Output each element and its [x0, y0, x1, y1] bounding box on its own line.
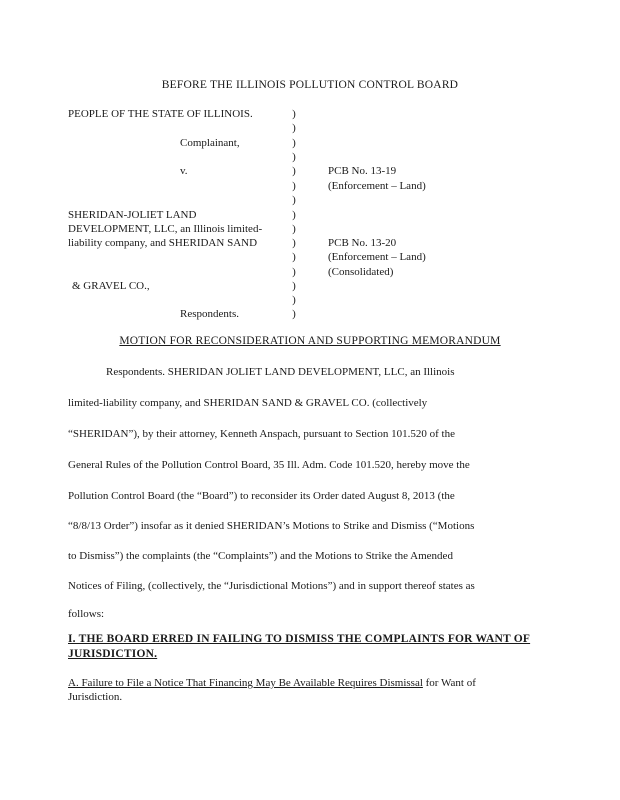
caption-paren: ) — [292, 122, 296, 134]
body-line-9: follows: — [68, 608, 105, 620]
caption-paren: ) — [292, 223, 296, 235]
caption-paren: ) — [292, 280, 296, 292]
section-heading-line-2: JURISDICTION. — [68, 648, 158, 660]
body-line-4: General Rules of the Pollution Control Board, 35 Ill. Adm. Code 101.520, hereby move the — [68, 459, 470, 471]
body-line-8: Notices of Filing, (collectively, the “Jurisdictional Motions”) and in support thereof states as — [68, 580, 475, 592]
caption-paren: ) — [292, 137, 296, 149]
board-heading: BEFORE THE ILLINOIS POLLUTION CONTROL BOARD — [161, 79, 459, 91]
defendant-line-1: SHERIDAN-JOLIET LAND — [68, 209, 197, 221]
motion-title: MOTION FOR RECONSIDERATION AND SUPPORTING MEMORANDUM — [119, 335, 501, 347]
caption-paren: ) — [292, 251, 296, 263]
caption-paren: ) — [292, 194, 296, 206]
subsection-heading-rest: for Want of — [422, 677, 476, 689]
case1-type: (Enforcement – Land) — [328, 180, 426, 192]
subsection-heading-line-1 — [68, 677, 476, 689]
case2-note: (Consolidated) — [328, 266, 394, 278]
caption-paren: ) — [292, 266, 296, 278]
case1-number: PCB No. 13-19 — [328, 165, 397, 177]
subsection-heading-underlined: A. Failure to File a Notice That Financing May Be Available Requires Dismissal — [68, 677, 423, 689]
defendant-line-3: liability company, and SHERIDAN SAND — [68, 237, 258, 249]
plaintiff-name: PEOPLE OF THE STATE OF ILLINOIS. — [68, 108, 253, 120]
body-line-2: limited-liability company, and SHERIDAN SAND & GRAVEL CO. (collectively — [68, 397, 428, 409]
body-line-3: “SHERIDAN”), by their attorney, Kenneth Anspach, pursuant to Section 101.520 of the — [68, 428, 455, 440]
body-line-5: Pollution Control Board (the “Board”) to reconsider its Order dated August 8, 2013 (the — [68, 490, 455, 502]
caption-paren: ) — [292, 165, 296, 177]
body-line-6: “8/8/13 Order”) insofar as it denied SHERIDAN’s Motions to Strike and Dismiss (“Motions — [68, 520, 475, 532]
case2-type: (Enforcement – Land) — [328, 251, 426, 263]
caption-paren: ) — [292, 209, 296, 221]
caption-paren: ) — [292, 294, 296, 306]
caption-paren: ) — [292, 237, 296, 249]
case2-number: PCB No. 13-20 — [328, 237, 397, 249]
body-line-7: to Dismiss”) the complaints (the “Complaints”) and the Motions to Strike the Amended — [68, 550, 453, 562]
section-heading-line-1: I. THE BOARD ERRED IN FAILING TO DISMISS THE COMPLAINTS FOR WANT OF — [68, 633, 531, 645]
caption-paren: ) — [292, 108, 296, 120]
subsection-heading-line-2: Jurisdiction. — [68, 691, 123, 703]
caption-paren: ) — [292, 151, 296, 163]
versus: v. — [180, 165, 188, 177]
defendant-line-2: DEVELOPMENT, LLC, an Illinois limited- — [68, 223, 263, 235]
caption-paren: ) — [292, 308, 296, 320]
caption-paren: ) — [292, 180, 296, 192]
defendant-role: Respondents. — [180, 308, 239, 320]
defendant-line-4: & GRAVEL CO., — [72, 280, 150, 292]
plaintiff-role: Complainant, — [180, 137, 240, 149]
body-line-1: Respondents. SHERIDAN JOLIET LAND DEVELOPMENT, LLC, an Illinois — [106, 366, 455, 378]
